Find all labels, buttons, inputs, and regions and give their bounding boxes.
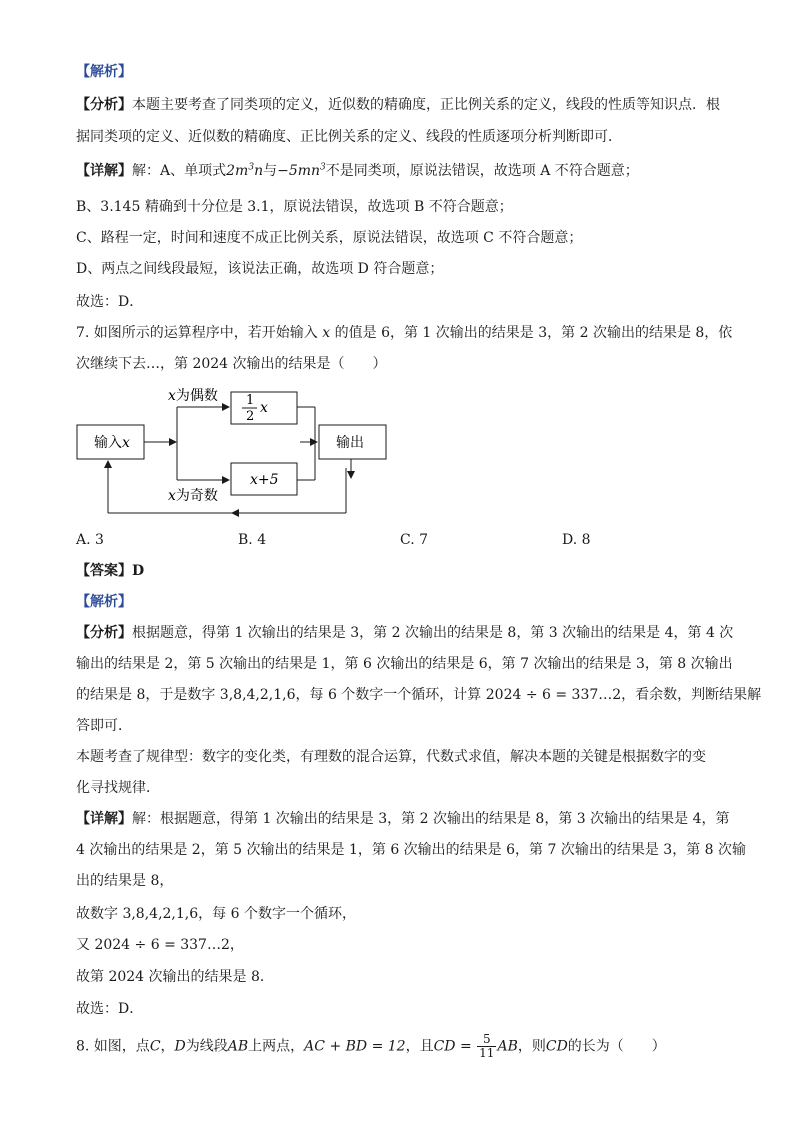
- analysis-line: [76, 623, 733, 643]
- analysis-tag: 【分析】: [76, 625, 132, 641]
- analysis-line: 的结果是 8，于是数字 3,8,4,2,1,6，每 6 个数字一个循环，计算 2024 ÷ 6 = 337…2，看余数，判断结果解: [76, 687, 762, 703]
- q8-text: 的长为（ ）: [567, 1038, 666, 1055]
- answer-line: 【答案】D: [76, 563, 145, 579]
- detail-text: 解：A、单项式: [132, 163, 227, 179]
- plus5-label: x+5: [250, 472, 279, 488]
- q8-equals: =: [455, 1038, 477, 1055]
- detail-line: D、两点之间线段最短，该说法正确，故选项 D 符合题意；: [76, 261, 444, 277]
- monomial-2: $-5mn^3$: [277, 162, 326, 179]
- option-c: C. 7: [400, 532, 429, 548]
- q8-point-d: D: [174, 1038, 186, 1055]
- even-label: x为偶数: [168, 388, 218, 404]
- odd-label: x为奇数: [168, 488, 218, 504]
- detail-tag: 【详解】: [76, 811, 132, 827]
- analysis-line: 答即可．: [76, 718, 132, 734]
- q8-text: ，: [160, 1038, 175, 1055]
- q7-stem-text: 7. 如图所示的运算程序中，若开始输入: [76, 325, 318, 341]
- q8-segment-ab: AB: [497, 1038, 518, 1055]
- analysis-heading: 【解析】: [76, 594, 132, 610]
- half-den: 2: [246, 409, 255, 424]
- choose-line: 故选：D．: [76, 294, 144, 310]
- q8-frac-num: 5: [477, 1033, 496, 1047]
- detail-text: 与: [263, 163, 278, 179]
- q7-stem-text: 的值是 6，第 1 次输出的结果是 3，第 2 次输出的结果是 8，依: [334, 325, 733, 341]
- summary-line: 本题考查了规律型：数字的变化类，有理数的混合运算，代数式求值，解决本题的关键是根据数字的变: [76, 749, 706, 765]
- detail-line: [76, 161, 639, 181]
- q8-segment-ab: AB: [227, 1038, 249, 1055]
- detail-line: C、路程一定，时间和速度不成正比例关系，原说法错误，故选项 C 不符合题意；: [76, 230, 583, 246]
- option-a: A. 3: [76, 532, 104, 548]
- q8-text: ，且: [405, 1038, 434, 1055]
- analysis-line: 输出的结果是 2，第 5 次输出的结果是 1，第 6 次输出的结果是 6，第 7 次输出的结果是 3，第 8 次输出: [76, 656, 733, 672]
- half-var: x: [260, 400, 268, 416]
- q7-var: x: [322, 325, 331, 341]
- detail-line: B、3.145 精确到十分位是 3.1，原说法错误，故选项 B 不符合题意；: [76, 199, 513, 215]
- option-b: B. 4: [238, 532, 267, 548]
- q8-fraction: [477, 1033, 496, 1060]
- q8-point-c: C: [149, 1038, 161, 1055]
- analysis-tag: 【分析】: [76, 97, 132, 113]
- detail-text: 解：根据题意，得第 1 次输出的结果是 3，第 2 次输出的结果是 8，第 3 次输出的结果是 4，第: [132, 811, 730, 827]
- detail-text: 不是同类项，原说法错误，故选项 A 不符合题意；: [325, 163, 639, 179]
- monomial-1: $2m^3n$: [226, 162, 264, 179]
- detail-line: 故数字 3,8,4,2,1,6，每 6 个数字一个循环，: [76, 906, 356, 922]
- summary-line: 化寻找规律．: [76, 780, 160, 796]
- input-label: 输入x: [94, 435, 130, 451]
- q8-text: 8. 如图，点: [76, 1038, 150, 1055]
- detail-line: 又 2024 ÷ 6 = 337…2，: [76, 937, 244, 953]
- analysis-heading: 【解析】: [76, 64, 132, 80]
- choose-line: 故选：D．: [76, 1001, 144, 1017]
- q8-segment-cd: CD: [545, 1038, 568, 1055]
- q8-stem: [76, 1033, 666, 1060]
- q8-segment-cd: CD: [433, 1038, 456, 1055]
- detail-line: 4 次输出的结果是 2，第 5 次输出的结果是 1，第 6 次输出的结果是 6，第 7 次输出的结果是 3，第 8 次输: [76, 842, 747, 858]
- q8-text: 为线段: [185, 1038, 228, 1055]
- q8-text: 上两点，: [248, 1038, 305, 1055]
- q8-frac-den: 11: [479, 1046, 495, 1060]
- analysis-line: [76, 95, 720, 115]
- q8-text: ，则: [517, 1038, 546, 1055]
- half-num: 1: [246, 393, 255, 408]
- q7-stem: [76, 323, 732, 343]
- analysis-text: 本题主要考查了同类项的定义，近似数的精确度，正比例关系的定义，线段的性质等知识点．根: [132, 97, 720, 113]
- detail-line: 出的结果是 8，: [76, 873, 174, 889]
- detail-line: [76, 809, 730, 829]
- q8-equation: AC + BD = 12: [304, 1038, 406, 1055]
- flow-diagram: [70, 382, 400, 522]
- analysis-line: 据同类项的定义、近似数的精确度、正比例关系的定义、线段的性质逐项分析判断即可．: [76, 129, 622, 145]
- detail-line: 故第 2024 次输出的结果是 8．: [76, 969, 274, 985]
- option-d: D. 8: [562, 532, 591, 548]
- analysis-text: 根据题意，得第 1 次输出的结果是 3，第 2 次输出的结果是 8，第 3 次输出的结果是 4，第 4 次: [132, 625, 734, 641]
- q7-stem: 次继续下去…，第 2024 次输出的结果是（ ）: [76, 356, 387, 372]
- output-label: 输出: [336, 435, 364, 451]
- detail-tag: 【详解】: [76, 163, 132, 179]
